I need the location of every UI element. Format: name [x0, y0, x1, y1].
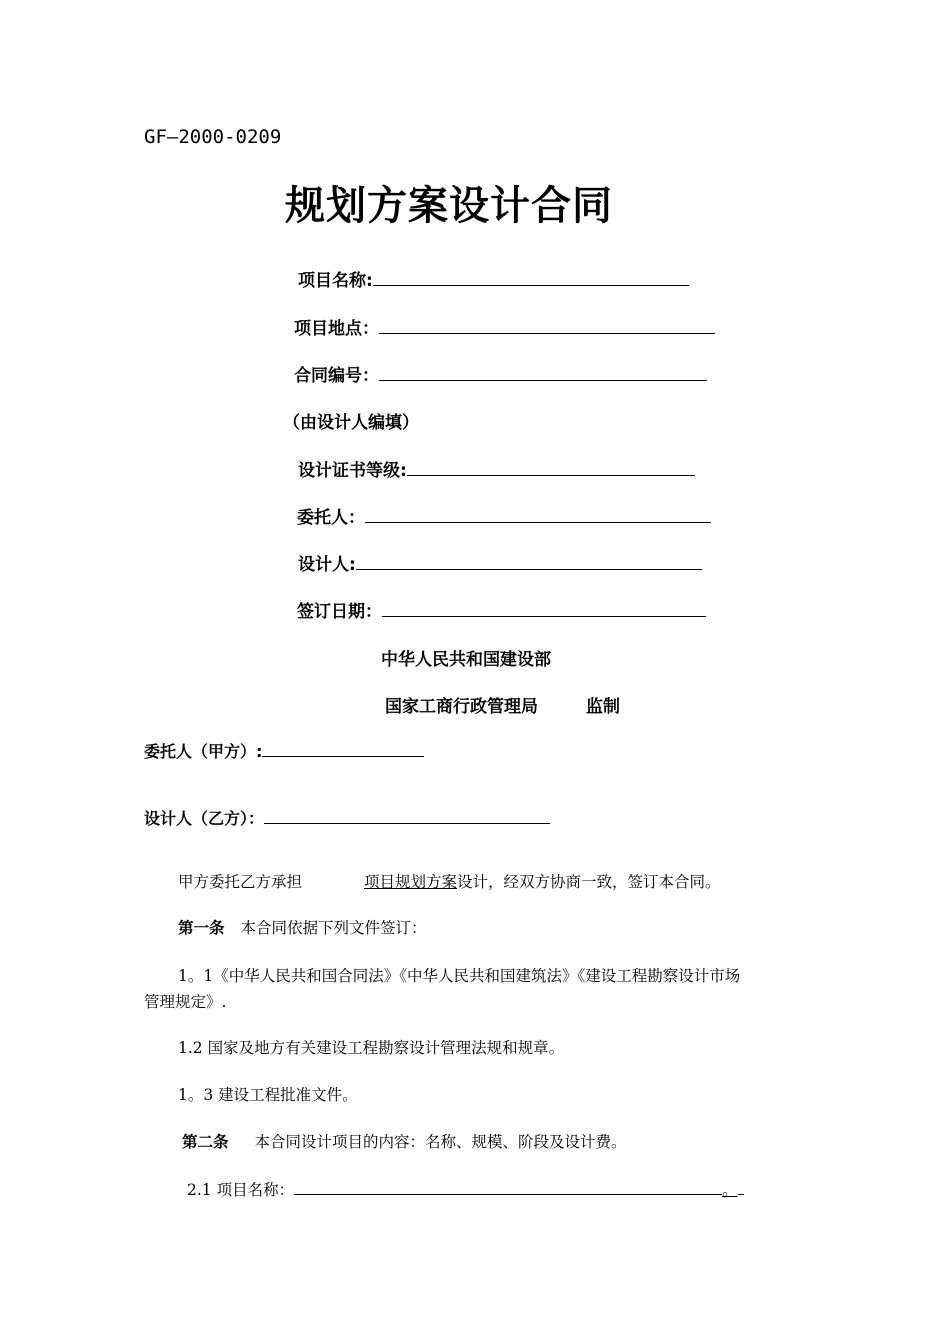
sign-date-label: 签订日期： [297, 602, 382, 622]
contract-no-label: 合同编号： [294, 366, 379, 386]
item-2-1-blank[interactable] [294, 1178, 722, 1195]
client-field [297, 503, 711, 528]
party-a-blank[interactable] [262, 740, 424, 757]
item-2-1 [187, 1178, 744, 1200]
item-1-1-line-2: 管理规定》. [144, 993, 227, 1011]
item-2-1-tail [738, 1178, 744, 1195]
item-1-3: 1。3 建设工程批准文件。 [178, 1086, 358, 1104]
contract-no-blank[interactable] [379, 364, 707, 381]
intro-suffix: 设计，经双方协商一致，签订本合同。 [457, 873, 721, 891]
party-b-label: 设计人（乙方）： [144, 809, 265, 828]
article-1-label: 第一条 [178, 919, 225, 937]
item-2-1-label: 2.1 项目名称： [187, 1181, 295, 1199]
item-1-1-line-1: 1。1《中华人民共和国合同法》《中华人民共和国建筑法》《建设工程勘察设计市场 [178, 967, 741, 985]
project-location-label: 项目地点： [294, 319, 379, 339]
supervise-label: 监制 [586, 697, 620, 717]
client-label: 委托人： [297, 508, 365, 528]
article-2 [182, 1130, 627, 1152]
project-name-field [298, 266, 689, 291]
intro-project: 项目规划方案 [364, 873, 458, 891]
party-a-field [144, 739, 424, 762]
sign-date-field [297, 597, 706, 622]
page-title: 规划方案设计合同 [285, 183, 613, 229]
designer-field [298, 550, 702, 575]
contract-no-field [294, 361, 707, 386]
designer-label: 设计人: [298, 555, 356, 575]
cert-level-label: 设计证书等级: [298, 461, 407, 481]
cert-level-field [298, 456, 695, 481]
project-name-blank[interactable] [373, 269, 689, 286]
item-1-2: 1.2 国家及地方有关建设工程勘察设计管理法规和规章。 [178, 1039, 565, 1057]
article-1 [178, 916, 427, 938]
client-blank[interactable] [365, 506, 711, 523]
project-location-field [294, 314, 715, 339]
item-2-1-end: 。 [722, 1181, 738, 1199]
party-b-field [144, 806, 550, 829]
article-2-text: 本合同设计项目的内容：名称、规模、阶段及设计费。 [254, 1133, 627, 1151]
party-b-blank[interactable] [264, 807, 550, 824]
cert-level-blank[interactable] [407, 459, 695, 476]
intro-paragraph [178, 870, 721, 892]
authority-name: 国家工商行政管理局 [385, 697, 538, 717]
document-code: GF—2000-0209 [144, 126, 282, 148]
article-2-label: 第二条 [182, 1133, 229, 1151]
contract-no-note: （由设计人编填） [283, 413, 419, 433]
project-name-label: 项目名称: [298, 271, 373, 291]
article-1-text: 本合同依据下列文件签订： [240, 919, 427, 937]
designer-blank[interactable] [356, 553, 702, 570]
authority-line-2 [385, 692, 620, 717]
party-a-label: 委托人（甲方）: [144, 742, 263, 761]
project-location-blank[interactable] [379, 317, 715, 334]
intro-prefix: 甲方委托乙方承担 [178, 873, 303, 891]
sign-date-blank[interactable] [382, 600, 706, 617]
authority-line-1: 中华人民共和国建设部 [381, 650, 551, 670]
